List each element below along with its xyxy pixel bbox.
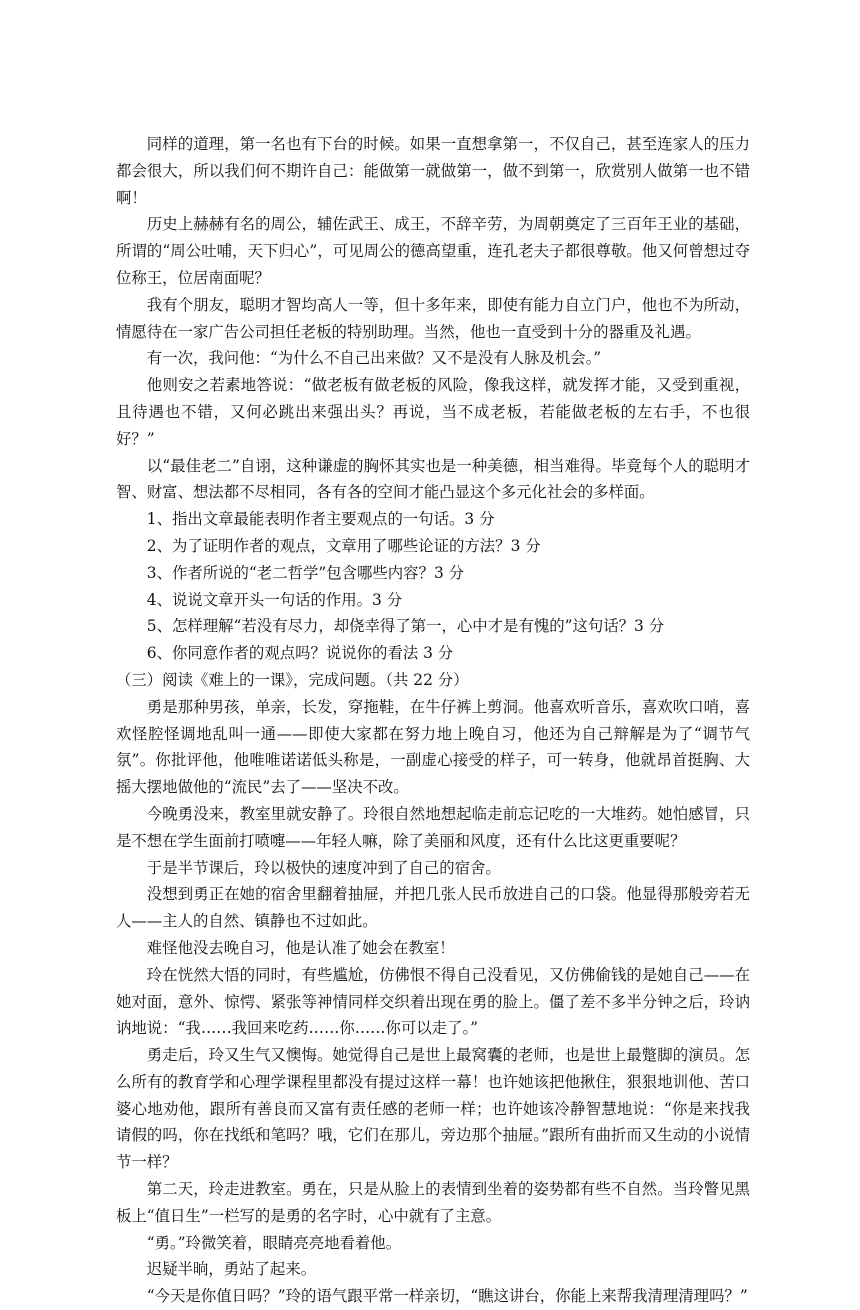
- article-paragraph-4: 有一次，我问他：“为什么不自己出来做？又不是没有人脉及机会。”: [146, 349, 602, 368]
- story-paragraph-10: 迟疑半晌，勇站了起来。: [146, 1260, 317, 1279]
- question-4: 4、说说文章开头一句话的作用。3 分: [146, 590, 403, 609]
- article-paragraph-3: 我有个朋友，聪明才智均高人一等，但十多年来，即使有能力自立门户，他也不为所动，情愿待在一家广告公司担任老板的特别助理。当然，他也一直受到十分的器重及礼遇。: [116, 295, 750, 341]
- story-paragraph-5: 难怪他没去晚自习，他是认准了她会在教室！: [146, 938, 455, 957]
- question-2: 2、为了证明作者的观点，文章用了哪些论证的方法？3 分: [146, 536, 541, 555]
- article-paragraph-5: 他则安之若素地答说：“做老板有做老板的风险，像我这样，就发挥才能，又受到重视，且待遇也不错，又何必跳出来强出头？再说，当不成老板，若能做老板的左右手，不也很好？”: [116, 376, 750, 448]
- story-paragraph-8: 第二天，玲走进教室。勇在，只是从脸上的表情到坐着的姿势都有些不自然。当玲瞥见黑板上“值日生”一栏写的是勇的名字时，心中就有了主意。: [116, 1180, 750, 1225]
- question-5: 5、怎样理解“若没有尽力，却侥幸得了第一，心中才是有愧的”这句话？3 分: [146, 617, 665, 636]
- article-paragraph-2: 历史上赫赫有名的周公，辅佐武王、成王，不辞辛劳，为周朝奠定了三百年王业的基础，所谓的“周公吐哺，天下归心”，可见周公的德高望重，连孔老夫子都很尊敬。他又何曾想过夺位称王，位居南面呢？: [116, 215, 750, 287]
- story-paragraph-9: “勇。”玲微笑着，眼睛亮亮地看着他。: [146, 1233, 402, 1252]
- question-1: 1、指出文章最能表明作者主要观点的一句话。3 分: [146, 510, 495, 529]
- question-3: 3、作者所说的“老二哲学”包含哪些内容？3 分: [146, 563, 465, 582]
- article-paragraph-6: 以“最佳老二”自诩，这种谦虚的胸怀其实也是一种美德，相当难得。毕竟每个人的聪明才智、财富、想法都不尽相同，各有各的空间才能凸显这个多元化社会的多样面。: [116, 456, 750, 502]
- story-paragraph-4: 没想到勇正在她的宿舍里翻着抽屉，并把几张人民币放进自己的口袋。他显得那般旁若无人——主人的自然、镇静也不过如此。: [116, 885, 750, 931]
- article-paragraph-1: 同样的道理，第一名也有下台的时候。如果一直想拿第一，不仅自己，甚至连家人的压力都会很大，所以我们何不期许自己：能做第一就做第一，做不到第一，欣赏别人做第一也不错啊！: [116, 135, 750, 207]
- story-paragraph-2: 今晚勇没来，教室里就安静了。玲很自然地想起临走前忘记吃的一大堆药。她怕感冒，只是不想在学生面前打喷嚏——年轻人嘛，除了美丽和风度，还有什么比这更重要呢？: [116, 804, 750, 850]
- document-body: [116, 131, 750, 1310]
- story-paragraph-7: 勇走后，玲又生气又懊悔。她觉得自己是世上最窝囊的老师，也是世上最蹩脚的演员。怎么所有的教育学和心理学课程里都没有提过这样一幕！也许她该把他揪住，狠狠地训他、苦口婆心地劝他，跟所有善良而又富有责任感的老师一样；也许她该冷静智慧地说：“你是来找我请假的吗，你在找纸和笔吗？哦，它们在那儿，旁边那个抽屉。”跟所有曲折而又生动的小说情节一样？: [116, 1046, 750, 1172]
- story-paragraph-11: “今天是你值日吗？”玲的语气跟平常一样亲切，“瞧这讲台，你能上来帮我清理清理吗？”: [146, 1287, 748, 1306]
- section-heading: （三）阅读《难上的一课》，完成问题。（共 22 分）: [116, 670, 469, 689]
- story-paragraph-3: 于是半节课后，玲以极快的速度冲到了自己的宿舍。: [146, 858, 501, 877]
- story-paragraph-1: 勇是那种男孩，单亲，长发，穿拖鞋，在牛仔裤上剪洞。他喜欢听音乐，喜欢吹口哨，喜欢怪腔怪调地乱叫一通——即使大家都在努力地上晚自习，他还为自己辩解是为了“调节气氛”。你批评他，他唯唯诺诺低头称是，一副虚心接受的样子，可一转身，他就昂首挺胸、大摇大摆地做他的“流民”去了——坚决不改。: [116, 697, 750, 797]
- question-6: 6、你同意作者的观点吗？说说你的看法 3 分: [146, 644, 454, 663]
- story-paragraph-6: 玲在恍然大悟的同时，有些尴尬，仿佛恨不得自己没看见，又仿佛偷钱的是她自己——在她对面，意外、惊愕、紧张等神情同样交织着出现在勇的脸上。僵了差不多半分钟之后，玲讷讷地说：“我……我回来吃药……你……你可以走了。”: [116, 965, 750, 1038]
